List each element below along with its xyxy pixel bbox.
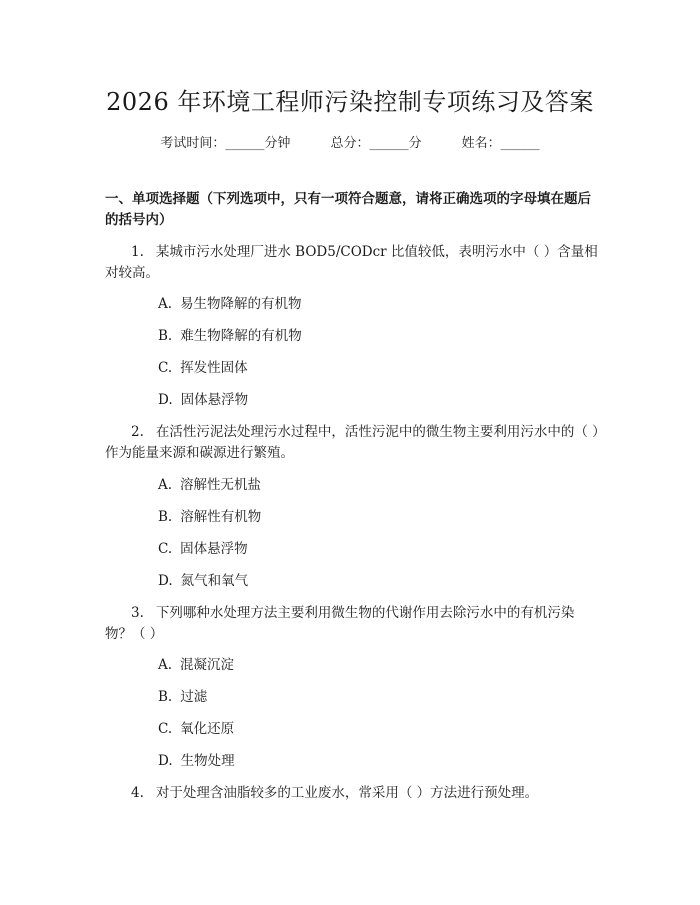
question-text: 对于处理含油脂较多的工业废水，常采用（ ）方法进行预处理。 [155, 785, 539, 801]
option-letter: C. [158, 541, 173, 557]
option-text: 挥发性固体 [180, 360, 248, 376]
question-number: 4. [131, 785, 144, 801]
option-letter: B. [158, 689, 173, 705]
option-text: 溶解性无机盐 [180, 477, 262, 493]
question-1-option-c [158, 358, 248, 379]
option-text: 固体悬浮物 [180, 541, 248, 557]
exam-info-line [0, 132, 700, 151]
option-letter: D. [158, 392, 173, 408]
question-3 [105, 603, 600, 645]
section-heading: 一、单项选择题（下列选项中，只有一项符合题意，请将正确选项的字母填在题后的括号内） [105, 191, 591, 228]
option-letter: B. [158, 328, 173, 344]
question-2-option-a [158, 475, 261, 496]
question-number: 3. [131, 605, 144, 621]
question-number: 1. [131, 244, 144, 260]
option-letter: B. [158, 509, 173, 525]
question-text: 某城市污水处理厂进水 BOD5/CODcr 比值较低，表明污水中（ ）含量相对较高。 [105, 244, 598, 281]
question-1 [105, 242, 600, 284]
option-text: 生物处理 [180, 753, 235, 769]
option-text: 难生物降解的有机物 [180, 328, 302, 344]
question-1-option-d [158, 390, 248, 411]
question-2-option-c [158, 539, 248, 560]
option-letter: A. [158, 657, 173, 673]
option-letter: A. [158, 477, 173, 493]
option-letter: A. [158, 296, 173, 312]
document-title: 2026 年环境工程师污染控制专项练习及答案 [106, 88, 594, 116]
option-text: 固体悬浮物 [180, 392, 249, 408]
question-text: 在活性污泥法处理污水过程中，活性污泥中的微生物主要利用污水中的（ ）作为能量来源和碳源进行繁殖。 [105, 424, 599, 461]
question-3-option-b [158, 687, 207, 708]
name-field: 姓名：______ [461, 136, 540, 151]
option-text: 氧化还原 [180, 721, 235, 737]
option-letter: C. [158, 360, 173, 376]
question-2 [105, 422, 600, 464]
question-3-option-d [158, 751, 235, 772]
option-text: 过滤 [180, 689, 208, 705]
option-text: 氮气和氧气 [180, 573, 249, 589]
total-score-field: 总分：______分 [330, 136, 422, 151]
question-text: 下列哪种水处理方法主要利用微生物的代谢作用去除污水中的有机污染物？（ ） [105, 605, 575, 642]
question-2-option-d [158, 571, 248, 592]
option-letter: C. [158, 721, 173, 737]
question-4 [105, 783, 600, 804]
option-text: 易生物降解的有机物 [180, 296, 302, 312]
option-text: 溶解性有机物 [180, 509, 262, 525]
question-2-option-b [158, 507, 261, 528]
option-letter: D. [158, 573, 173, 589]
question-3-option-c [158, 719, 234, 740]
question-3-option-a [158, 655, 234, 676]
option-letter: D. [158, 753, 173, 769]
question-number: 2. [131, 424, 144, 440]
question-1-option-a [158, 294, 302, 315]
exam-time-field: 考试时间：______分钟 [160, 136, 291, 151]
option-text: 混凝沉淀 [180, 657, 235, 673]
question-1-option-b [158, 326, 302, 347]
